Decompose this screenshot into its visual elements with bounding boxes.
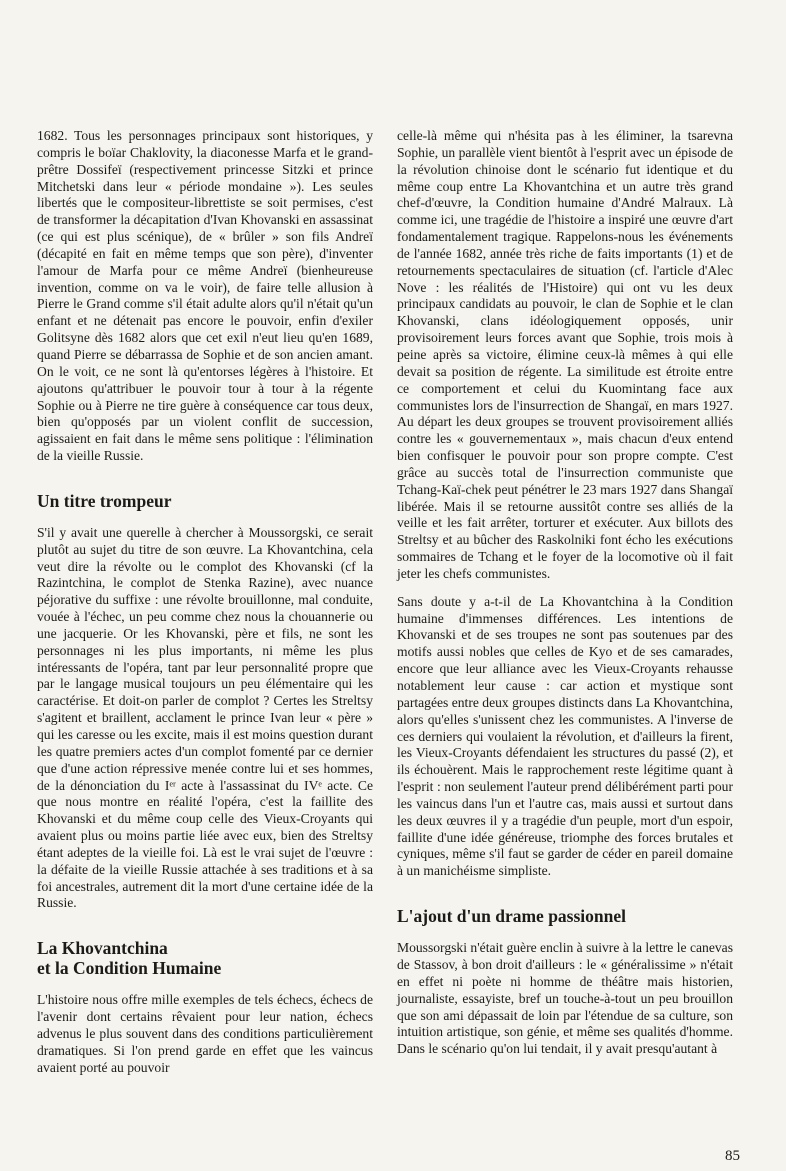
section-heading-titre-trompeur: Un titre trompeur <box>37 490 172 511</box>
left-paragraph-2: S'il y avait une querelle à chercher à Moussorgski, ce serait plutôt au sujet du titre de son œuvre. La Khovantchina, cela veut dire la révolte ou le complot des Khovanski (cf la Razintchina, le complot de Stenka Razine), avec nuance péjorative du suffixe : une révolte brouillonne, mal conduite, vouée à l'échec, un peu comme chez nous la chouannerie ou une jacquerie. Or les Khovanski, père et fils, ne sont les personnages ni les plus importants, ni même les plus intéressants de l'opéra, tant par leur personnalité propre que par le langage musical toujours un peu élémentaire qui les caractérise. Et doit-on parler de complot ? Certes les Streltsy s'agitent et braillent, acclament le prince Ivan leur « père » qui les caresse ou les excite, mais il est moins question durant les quatre premiers actes d'un complot fomenté par ce dernier que d'une action répressive menée contre lui et ses hommes, de la dénonciation du Iᵉʳ acte à l'assassinat du IVᵉ acte. Ce que nous montre en réalité l'opéra, c'est la faillite des Khovanski et du même coup celle des Vieux-Croyants qui avaient plus ou moins partie liée avec eux, bien des Streltsy étant adeptes de la vieille foi. Là est le vrai sujet de l'œuvre : la défaite de la vieille Russie attachée à ses traditions et à sa foi ancestrales, autrement dit la mort d'une certaine idée de la Russie. <box>37 524 373 911</box>
left-paragraph-3: L'histoire nous offre mille exemples de tels échecs, échecs de l'avenir dont certains rêvaient pour leur nation, échecs advenus le plus souvent dans des conditions particulièrement dramatiques. Si l'on prend garde en effet que les vaincus avaient porté au pouvoir <box>37 992 373 1075</box>
right-paragraph-1: celle-là même qui n'hésita pas à les éliminer, la tsarevna Sophie, un parallèle vient bientôt à l'esprit avec un épisode de la révolution chinoise dont le scénario fut identique et du même coup entre La Khovantchina et un autre très grand chef-d'œuvre, la Condition humaine d'André Malraux. Là comme ici, une tragédie de l'histoire a inspiré une œuvre d'art fondamentalement tragique. Rappelons-nous les événements de l'année 1682, année très riche de faits importants (1) et de retournements spectaculaires de situation (cf. l'article d'Alec Nove : les réalités de l'Histoire) qui ont vu les deux principaux candidats au pouvoir, le clan de Sophie et le clan Khovanski, clans idéologiquement opposés, unir provisoirement leurs forces avant que Sophie, trois mois à peine après sa victoire, élimine ceux-là mêmes à qui elle devait sa position de régente. La similitude est étroite entre ce comportement et celui du Kuomintang face aux communistes lors de l'insurrection de Shangaï, en mars 1927. Au départ les deux groupes se trouvent provisoirement alliés contre les « gouvernementaux », mais chacun d'eux entend bien confisquer le pouvoir pour son propre compte. C'est grâce au succès total de l'insurrection communiste que Tchang-Kaï-chek peut pénétrer le 23 mars 1927 dans Shangaï libérée. Mais il se retourne aussitôt contre ses alliés de la veille et les fait arrêter, torturer et exécuter. Aux billots des Streltsy et au bûcher des Raskolniki font écho les exécutions sommaires de Tchang et le foyer de la locomotive où il fait jeter les chefs communistes. <box>397 128 733 581</box>
section-heading-drame-passionnel: L'ajout d'un drame passionnel <box>397 906 627 927</box>
heading-line-1: La Khovantchina <box>37 938 168 959</box>
right-column <box>397 128 733 1058</box>
page-number: 85 <box>725 1148 740 1164</box>
left-column <box>37 128 373 1077</box>
left-paragraph-1: 1682. Tous les personnages principaux sont historiques, y compris le boïar Chaklovity, la diaconesse Marfa et le grand-prêtre Dossifeï (respectivement princesse Sitzki et prince Mitchetski dans leur « période mondaine »). Les seules libertés que le compositeur-librettiste se soit permises, c'est de transformer la décapitation d'Ivan Khovanski en assassinat (ce qui est plus scénique), de « brûler » son fils Andreï (décapité en fait en même temps que son père), d'inventer l'amour de Marfa pour ce même Andreï (bienheureuse invention, comme on va le voir), de faire telle allusion à Pierre le Grand comme s'il était adulte alors qu'il n'était qu'un enfant et ne détenait pas encore le pouvoir, enfin d'exiler Golitsyne dès 1682 alors que cet exil n'eut lieu qu'en 1689, quand Pierre se débarrassa de Sophie et de son ancien amant. On le voit, ce ne sont là qu'entorses légères à l'histoire. Et ajoutons qu'attribuer le pouvoir tour à tour à la régente Sophie ou à Pierre ne tire guère à conséquence car tous deux, bien qu'opposés par un violent conflit de succession, agissaient en fait dans le même sens politique : l'élimination de la vieille Russie. <box>37 128 373 464</box>
heading-line-2: et la Condition Humaine <box>37 958 222 979</box>
section-heading-condition-humaine <box>37 938 373 978</box>
right-paragraph-2: Sans doute y a-t-il de La Khovantchina à la Condition humaine d'immenses différences. Les intentions de Khovanski et de ses troupes ne sont pas soutenues par des motifs aussi nobles que celles de Kyo et de ses camarades, encore que leur alliance avec les Vieux-Croyants rehausse notablement leur cause : car action et mystique sont partagées entre deux groupes distincts dans La Khovantchina, alors qu'elles s'unissent chez les communistes. A l'inverse de ces derniers qui voulaient la révolution, et d'ailleurs la firent, les Vieux-Croyants défendaient les structures du passé (2), et ils échouèrent. Mais le rapprochement reste légitime quant à l'esprit : non seulement l'auteur prend délibérément parti pour les vaincus dans l'un et l'autre cas, mais aussi et surtout dans les deux œuvres il y a tragédie d'un peuple, mort d'un espoir, faillite d'une idée généreuse, triomphe des forces brutales et cyniques, même s'il faut se garder de céder en pareil domaine à un manichéisme simpliste. <box>397 593 733 879</box>
right-paragraph-3: Moussorgski n'était guère enclin à suivre à la lettre le canevas de Stassov, à bon droit d'ailleurs : le « généralissime » n'était en effet ni poète ni homme de théâtre mais historien, journaliste, essayiste, bref un touche-à-tout un peu brouillon que son ami dépassait de loin par l'étendue de sa culture, son intuition artistique, son génie, et même ses qualités d'homme. Dans le scénario qu'on lui tendait, il y avait presqu'autant à <box>397 940 733 1057</box>
